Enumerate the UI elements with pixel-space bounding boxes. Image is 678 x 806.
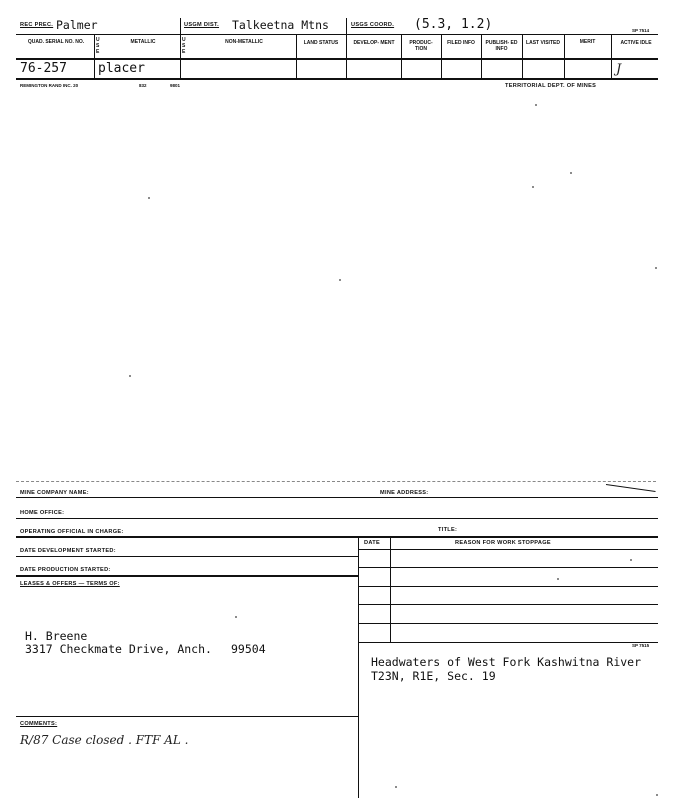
rule-reason-5 xyxy=(358,642,658,643)
quad-number-value: 76-257 xyxy=(20,61,67,76)
rule-reason-head xyxy=(358,549,658,550)
title-label: TITLE: xyxy=(438,527,458,533)
operating-official-label: OPERATING OFFICIAL IN CHARGE: xyxy=(20,529,124,535)
rule-reason-2 xyxy=(358,586,658,587)
col-vline-6 xyxy=(522,34,523,78)
usgs-coord-label: USGS COORD. xyxy=(351,22,395,28)
speck xyxy=(535,104,537,106)
owner-address: 3317 Checkmate Drive, Anch. xyxy=(25,642,212,656)
rule-official xyxy=(16,536,658,538)
location-line-2: T23N, R1E, Sec. 19 xyxy=(371,669,496,683)
col-active-idle: ACTIVE IDLE xyxy=(620,40,652,46)
leases-label: LEASES & OFFERS — TERMS OF: xyxy=(20,581,120,587)
speck xyxy=(395,786,397,788)
col-use-1: U S E xyxy=(96,37,100,55)
code-a: 832 xyxy=(139,83,147,88)
mine-company-label: MINE COMPANY NAME: xyxy=(20,490,89,496)
speck xyxy=(148,197,150,199)
reason-header: REASON FOR WORK STOPPAGE xyxy=(455,540,551,546)
vline-date-col xyxy=(390,536,391,642)
location-line-1: Headwaters of West Fork Kashwitna River xyxy=(371,655,642,669)
rec-prec-label: REC PREC. xyxy=(20,22,54,28)
col-merit: MERIT xyxy=(579,39,596,45)
date-header: DATE xyxy=(364,540,381,546)
rule-reason-3 xyxy=(358,604,658,605)
col-vline-3 xyxy=(401,34,402,78)
col-vline-1 xyxy=(94,34,95,78)
top-rule-3 xyxy=(16,78,658,80)
col-metallic: METALLIC xyxy=(130,39,156,45)
col-filed-info: FILED INFO xyxy=(447,40,475,46)
status-handmark: J xyxy=(616,62,622,77)
dev-started-label: DATE DEVELOPMENT STARTED: xyxy=(20,548,116,554)
col-development: DEVELOP- MENT xyxy=(353,40,395,46)
top-vline-b xyxy=(346,18,347,78)
speck xyxy=(129,375,131,377)
top-rule-2 xyxy=(16,58,658,60)
rule-reason-1 xyxy=(358,567,658,568)
col-use-2: U S E xyxy=(182,37,186,55)
rule-home xyxy=(16,518,658,519)
col-vline-2 xyxy=(296,34,297,78)
form-number-2: SP 7515 xyxy=(632,643,650,648)
rule-prod xyxy=(16,575,358,577)
speck xyxy=(532,186,534,188)
lower-top-corner xyxy=(606,484,656,492)
top-rule-1 xyxy=(16,34,658,35)
rec-prec-value: Palmer xyxy=(56,18,98,32)
speck xyxy=(655,267,657,269)
speck xyxy=(235,616,237,618)
rule-reason-4 xyxy=(358,623,658,624)
rule-dev xyxy=(16,556,358,557)
metallic-value: placer xyxy=(98,61,145,76)
agency-label: TERRITORIAL DEPT. OF MINES xyxy=(505,83,597,89)
col-land-status: LAND STATUS xyxy=(303,40,339,46)
usgm-dist-value: Talkeetna Mtns xyxy=(232,18,329,32)
col-production: PRODUC- TION xyxy=(409,40,433,52)
owner-name: H. Breene xyxy=(25,629,88,643)
vline-main-divider xyxy=(358,536,359,798)
lower-top-edge xyxy=(16,481,656,482)
comments-label: COMMENTS: xyxy=(20,721,58,727)
speck xyxy=(630,559,632,561)
prod-started-label: DATE PRODUCTION STARTED: xyxy=(20,567,111,573)
home-office-label: HOME OFFICE: xyxy=(20,510,65,516)
speck xyxy=(557,578,559,580)
speck xyxy=(570,172,572,174)
col-vline-5 xyxy=(481,34,482,78)
usgs-coord-value: (5.3, 1.2) xyxy=(414,17,493,32)
col-vline-8 xyxy=(611,34,612,78)
col-quad-serial: QUAD. SERIAL NO. NO. xyxy=(27,39,85,45)
printer-mark: REMINGTON RAND INC. 20 xyxy=(20,83,79,88)
speck xyxy=(339,279,341,281)
mine-address-label: MINE ADDRESS: xyxy=(380,490,429,496)
col-published-info: PUBLISH- ED INFO xyxy=(485,40,518,52)
usgm-dist-label: USGM DIST. xyxy=(184,22,220,28)
comment-handwriting: R/87 Case closed . FTF AL . xyxy=(20,733,189,747)
top-vline-a xyxy=(180,18,181,78)
code-b: 9801 xyxy=(170,83,181,88)
col-last-visited: LAST VISITED xyxy=(526,40,560,46)
col-vline-7 xyxy=(564,34,565,78)
speck xyxy=(656,794,658,796)
form-number: SP 7514 xyxy=(632,28,650,33)
owner-zip: 99504 xyxy=(231,642,266,656)
col-non-metallic: NON-METALLIC xyxy=(225,39,263,45)
rule-comments xyxy=(16,716,358,717)
rule-mine xyxy=(16,497,658,498)
col-vline-4 xyxy=(441,34,442,78)
